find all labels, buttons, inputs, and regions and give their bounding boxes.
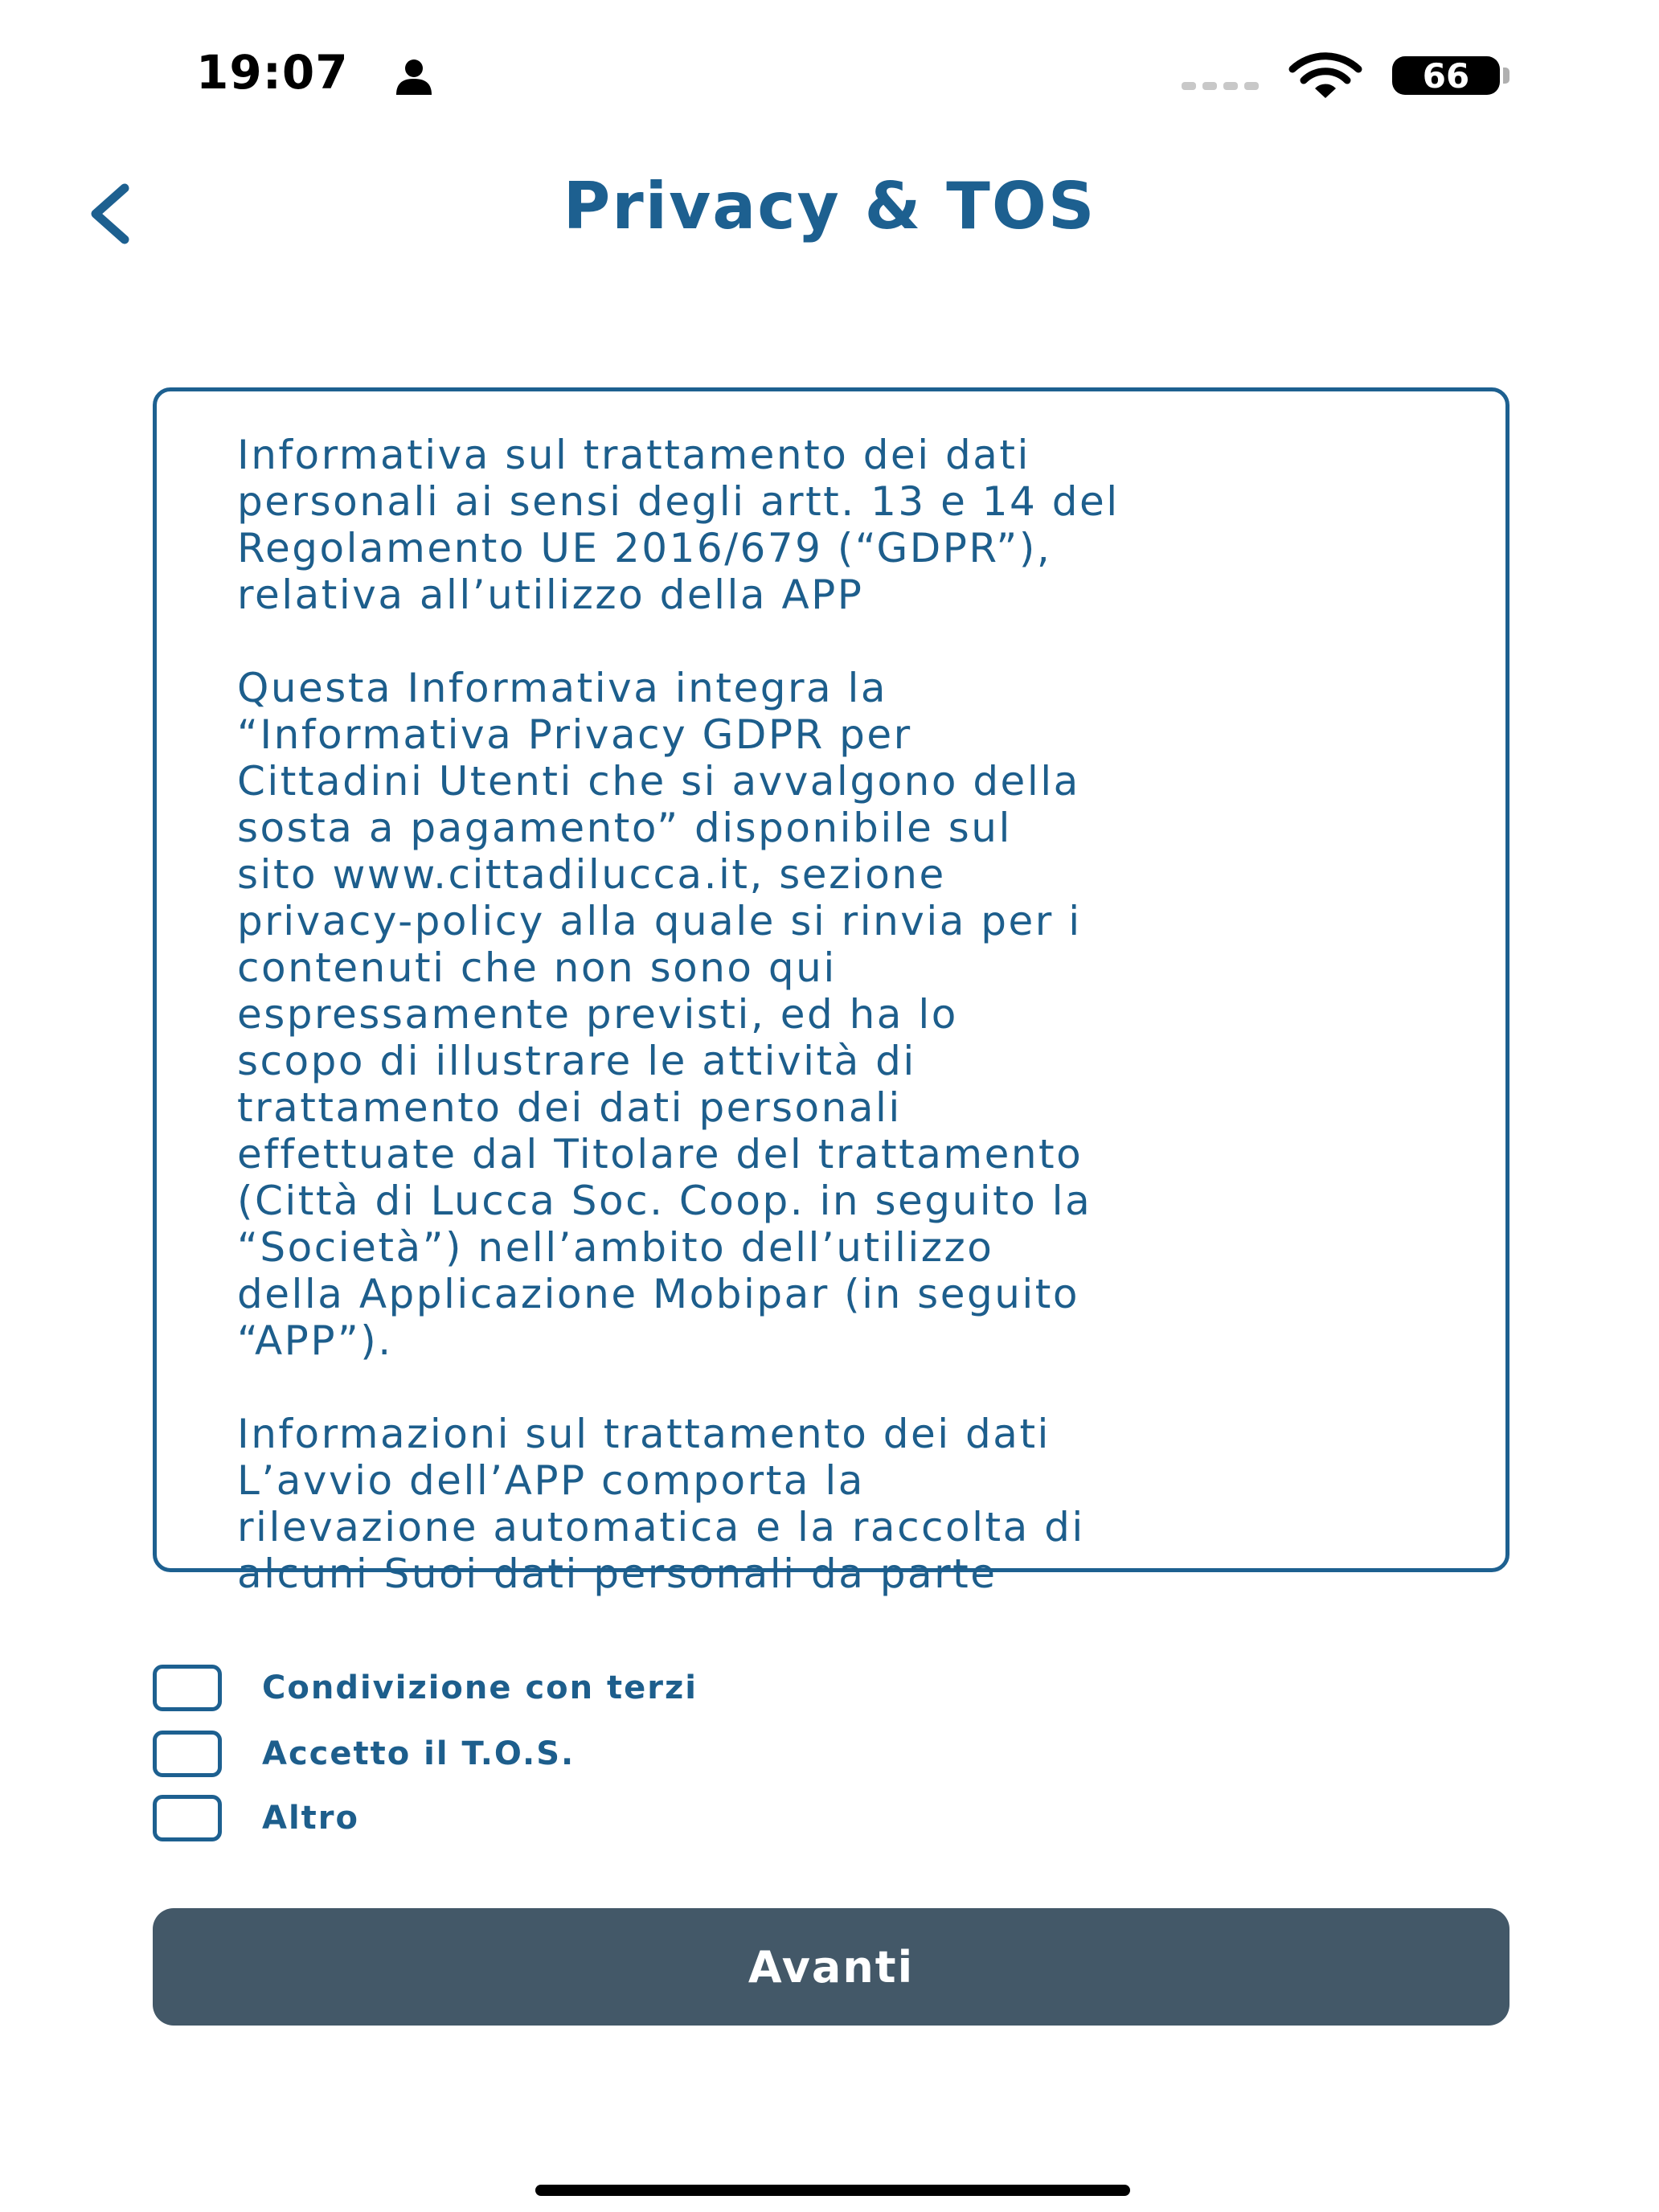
consent-label-tos[interactable]: Accetto il T.O.S. [262,1735,576,1772]
consent-checkbox-third-party[interactable] [153,1665,222,1711]
policy-paragraph-intro: Informativa sul trattamento dei dati personali ai sensi degli artt. 13 e 14 del Regolamento UE 2016/679 (“GDPR”), relativa all’utilizzo della APP [237,432,1120,618]
consent-label-third-party[interactable]: Condivizione con terzi [262,1669,698,1706]
next-button-label: Avanti [748,1941,915,1993]
battery-tip [1503,68,1509,84]
consent-row-third-party[interactable] [153,1664,698,1712]
cellular-signal-icon [1182,80,1259,92]
policy-paragraph-data-processing: Informazioni sul trattamento dei dati L’avvio dell’APP comporta la rilevazione automatica e la raccolta di alcuni Suoi dati personali da parte [237,1411,1085,1597]
page-title: Privacy & TOS [563,169,1096,244]
policy-scroll-area[interactable] [237,432,1499,1597]
home-indicator[interactable] [535,2185,1130,2196]
consent-row-tos[interactable] [153,1730,575,1778]
policy-text-box[interactable] [153,387,1509,1597]
next-button[interactable] [153,1908,1509,2026]
battery-icon [1392,56,1500,95]
battery-level: 66 [1422,55,1470,96]
person-icon [392,58,436,95]
consent-label-other[interactable]: Altro [262,1800,359,1837]
consent-checkbox-other[interactable] [153,1795,222,1841]
consent-checkbox-tos[interactable] [153,1731,222,1777]
policy-paragraph-scope: Questa Informativa integra la “Informativa Privacy GDPR per Cittadini Utenti che si avvalgono della sosta a pagamento” disponibile sul sito www.cittadilucca.it, sezione privacy-policy alla quale si rinvia per i contenuti che non sono qui espressamente previsti, ed ha lo scopo di illustrare le attività di trattamento dei dati personali effettuate dal Titolare del trattamento (Città di Lucca Soc. Coop. in seguito la “Società”) nell’ambito dell’utilizzo della Applicazione Mobipar (in seguito “APP”). [237,665,1092,1364]
status-time: 19:07 [196,45,349,100]
consent-row-other[interactable] [153,1794,359,1842]
wifi-icon [1289,55,1362,100]
